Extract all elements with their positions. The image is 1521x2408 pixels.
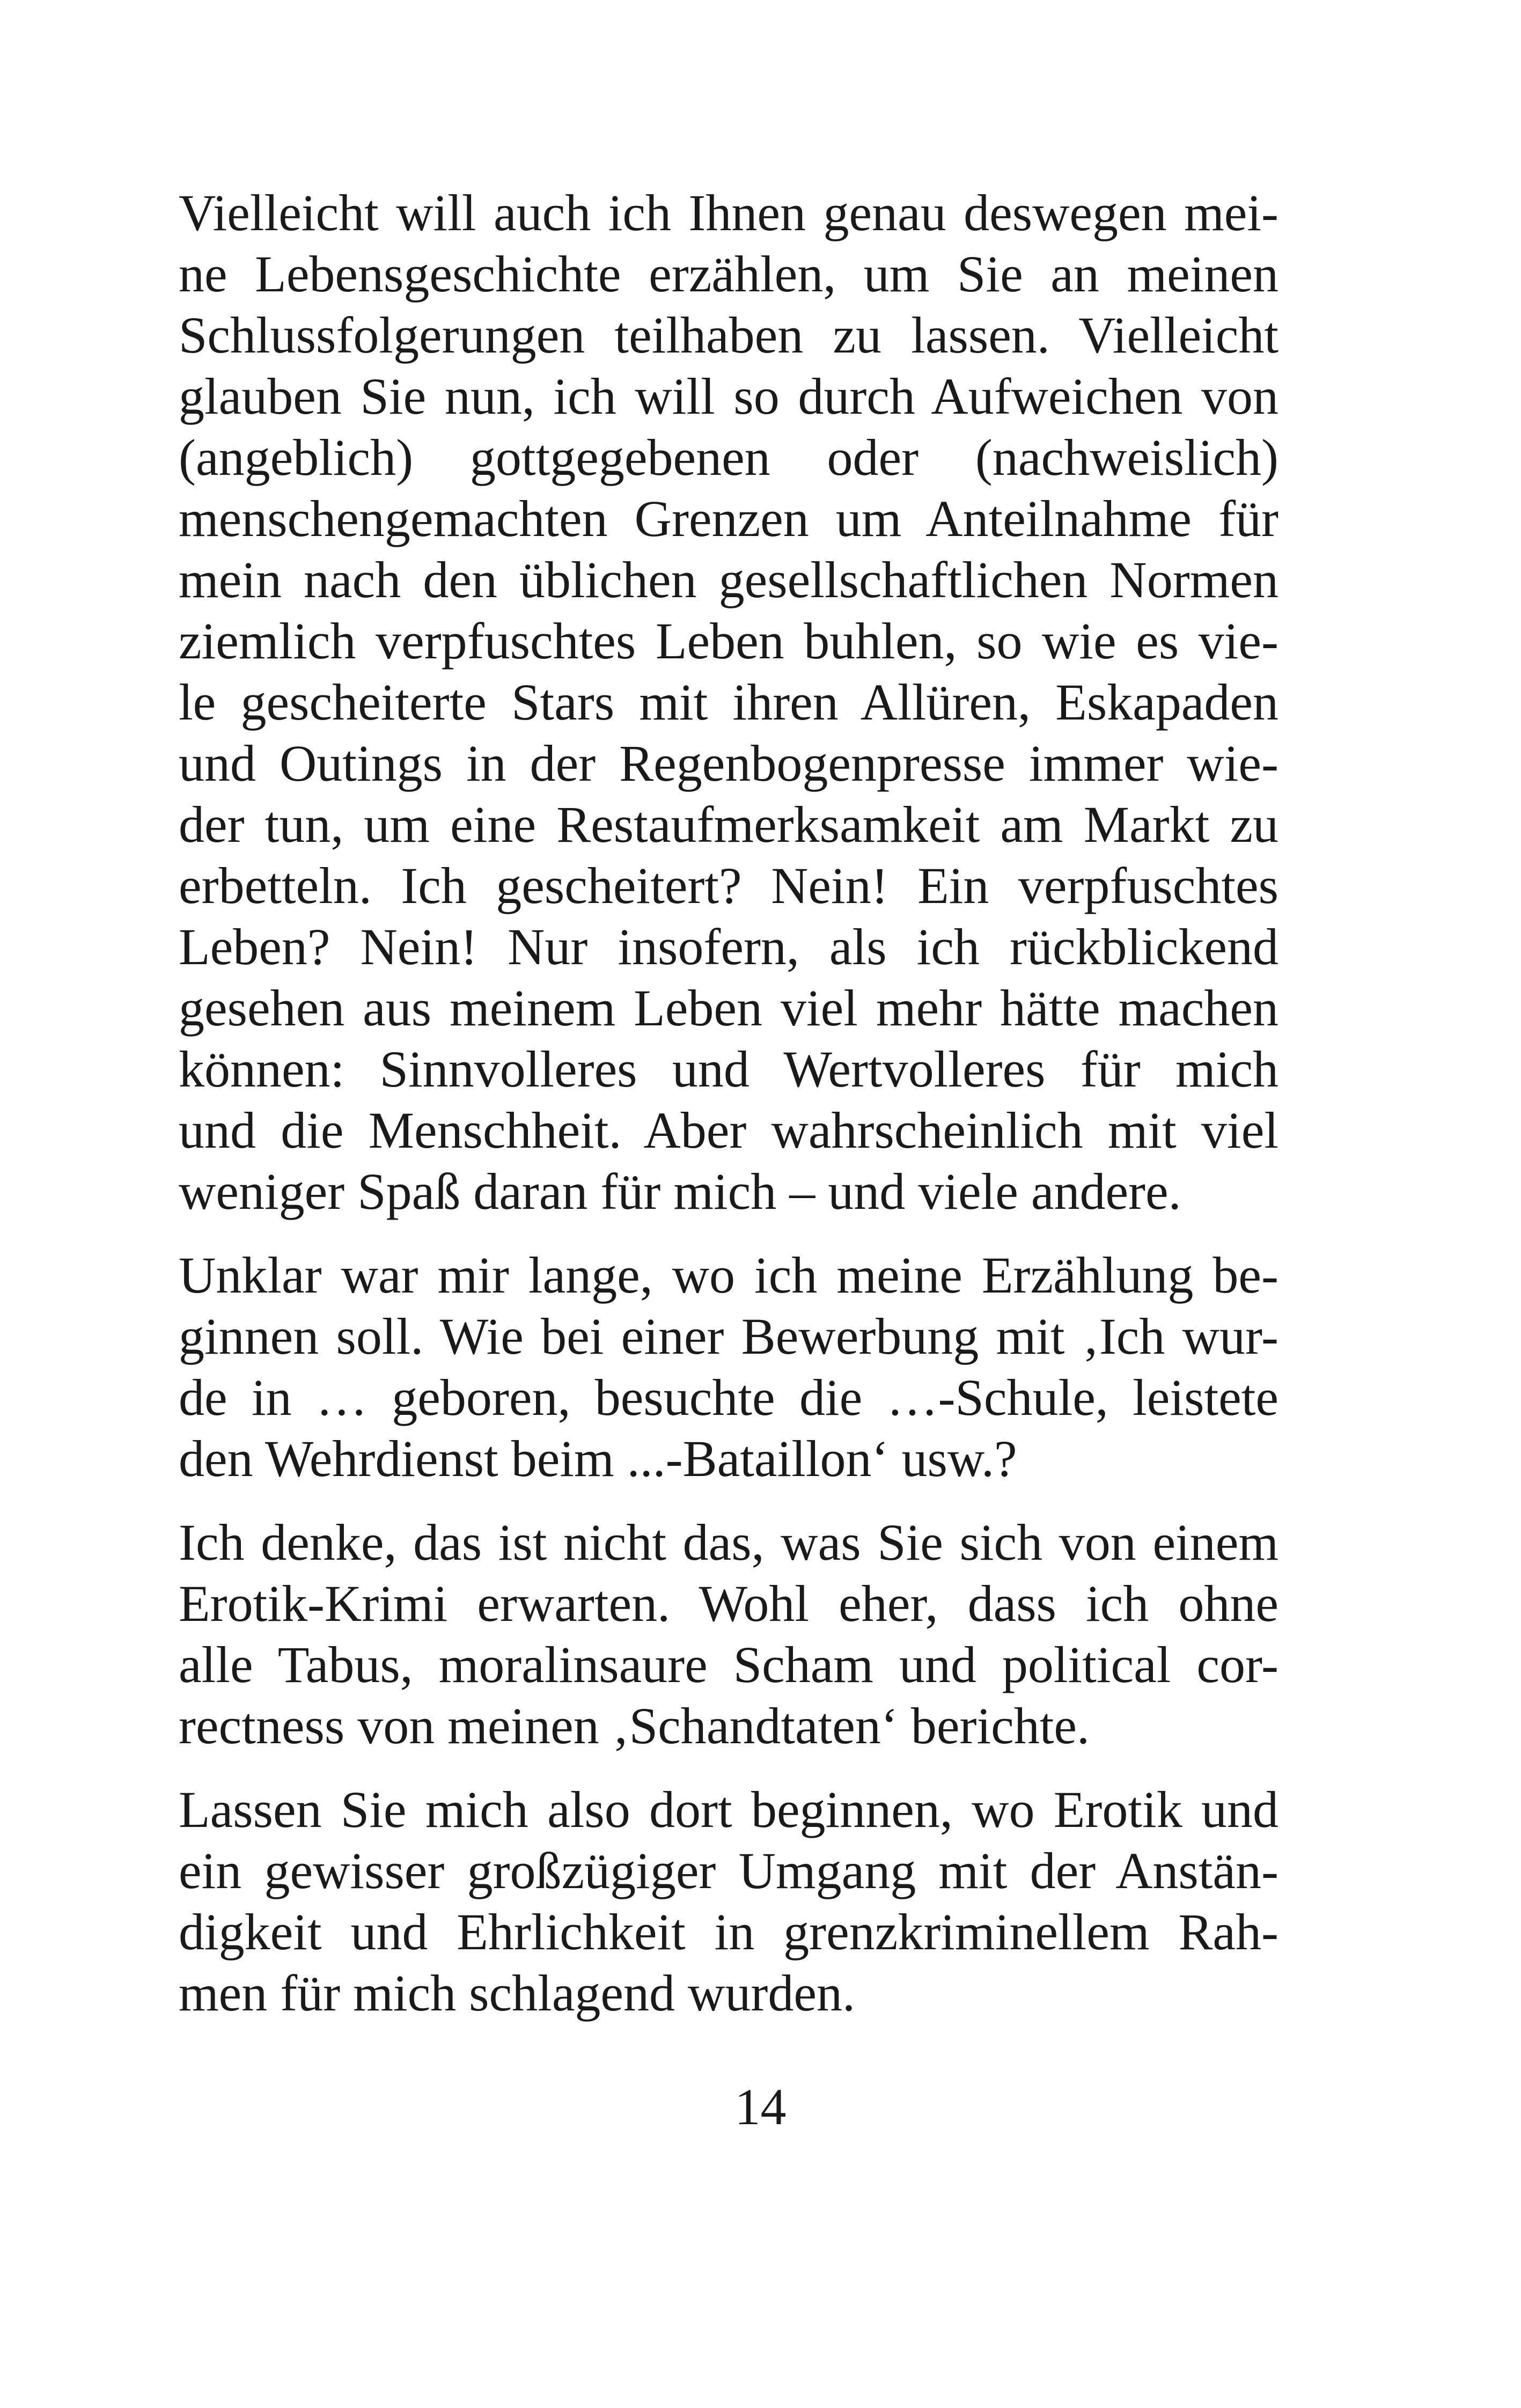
paragraph-4 — [179, 1779, 1278, 2024]
paragraph-2 — [179, 1245, 1278, 1489]
text-line: den Wehrdienst beim ...-Bataillon‘ usw.? — [179, 1430, 1017, 1487]
text-line: Vielleicht will auch ich Ihnen genau deswegen mei- — [179, 184, 1278, 241]
text-line: rectness von meinen ‚Schandtaten‘ berichte. — [179, 1697, 1090, 1754]
text-line: Unklar war mir lange, wo ich meine Erzählung be- — [179, 1246, 1278, 1304]
text-line: glauben Sie nun, ich will so durch Aufweichen von — [179, 368, 1278, 425]
text-line: und Outings in der Regenbogenpresse immer wie- — [179, 735, 1278, 792]
text-line: Erotik-Krimi erwarten. Wohl eher, dass ich ohne — [179, 1575, 1278, 1632]
text-line: und die Menschheit. Aber wahrscheinlich mit viel — [179, 1102, 1278, 1159]
text-line: ginnen soll. Wie bei einer Bewerbung mit ‚Ich wur- — [179, 1308, 1278, 1365]
page-number: 14 — [734, 2078, 787, 2135]
text-line: der tun, um eine Restaufmerksamkeit am Markt zu — [179, 796, 1278, 853]
text-line: de in … geboren, besuchte die …-Schule, leistete — [179, 1369, 1278, 1426]
text-line: erbetteln. Ich gescheitert? Nein! Ein verpfuschtes — [179, 857, 1278, 914]
paragraph-3 — [179, 1512, 1278, 1757]
text-line: Ich denke, das ist nicht das, was Sie sich von einem — [179, 1514, 1278, 1571]
text-line: ein gewisser großzügiger Umgang mit der Anstän- — [179, 1842, 1278, 1899]
text-line: mein nach den üblichen gesellschaftlichen Normen — [179, 551, 1278, 608]
text-line: gesehen aus meinem Leben viel mehr hätte machen — [179, 979, 1278, 1037]
text-line: le gescheiterte Stars mit ihren Allüren, Eskapaden — [179, 673, 1278, 731]
text-line: können: Sinnvolleres und Wertvolleres für mich — [179, 1040, 1278, 1098]
paragraph-1 — [179, 182, 1278, 1222]
text-line: weniger Spaß daran für mich – und viele andere. — [179, 1163, 1181, 1220]
text-line: men für mich schlagend wurden. — [179, 1964, 855, 2022]
text-line: ziemlich verpfuschtes Leben buhlen, so wie es vie- — [179, 612, 1278, 670]
text-line: ne Lebensgeschichte erzählen, um Sie an meinen — [179, 245, 1278, 303]
text-line: Schlussfolgerungen teilhaben zu lassen. Vielleicht — [179, 306, 1278, 364]
text-line: alle Tabus, moralinsaure Scham und political cor- — [179, 1636, 1278, 1693]
text-line: (angeblich) gottgegebenen oder (nachweislich) — [179, 429, 1278, 486]
body-text — [179, 182, 1278, 2046]
text-line: digkeit und Ehrlichkeit in grenzkriminellem Rah- — [179, 1903, 1278, 1961]
text-line: menschengemachten Grenzen um Anteilnahme für — [179, 490, 1278, 547]
text-line: Leben? Nein! Nur insofern, als ich rückblickend — [179, 918, 1278, 975]
text-line: Lassen Sie mich also dort beginnen, wo Erotik und — [179, 1781, 1278, 1838]
